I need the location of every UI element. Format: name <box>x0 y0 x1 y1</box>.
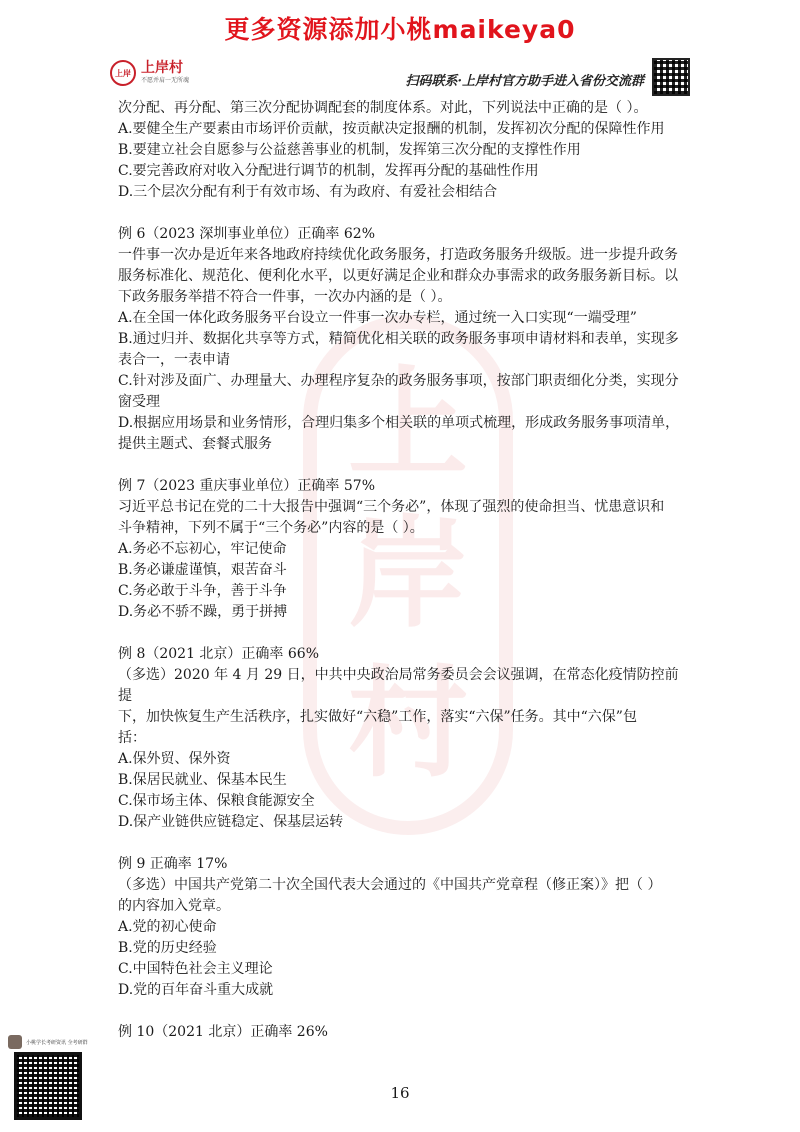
text-line: B.务必谦虚谨慎，艰苦奋斗 <box>118 562 287 578</box>
text-line: 例 9 正确率 17% <box>118 856 228 872</box>
text-line: C.保市场主体、保粮食能源安全 <box>118 793 315 809</box>
logo-slogan: 不愿并肩一无所魂 <box>141 77 190 84</box>
text-line: D.务必不骄不躁，勇于拼搏 <box>118 604 288 620</box>
text-line: （多选）中国共产党第二十次全国代表大会通过的《中国共产党章程（修正案）》把（ ） <box>118 877 662 893</box>
text-line: 服务标准化、规范化、便利化水平，以更好满足企业和群众办事需求的政务服务新目标。以 <box>118 268 678 284</box>
paragraph-gap <box>118 455 688 476</box>
text-line: 次分配、再分配、第三次分配协调配套的制度体系。对此，下列说法中正确的是（ ）。 <box>118 100 648 116</box>
text-line: A.在全国一体化政务服务平台设立一件事一次办专栏，通过统一入口实现“一端受理” <box>118 310 637 326</box>
paragraph-gap <box>118 203 688 224</box>
footer-qr-block <box>8 1032 103 1127</box>
text-line: D.根据应用场景和业务情形，合理归集多个相关联的单项式梳理，形成政务服务事项清单， <box>118 415 680 431</box>
text-line: （多选）2020 年 4 月 29 日，中共中央政治局常务委员会会议强调，在常态化疫情防控前提 <box>118 667 679 704</box>
text-line: 下，加快恢复生产生活秩序，扎实做好“六稳”工作，落实“六保”任务。其中“六保”包 <box>118 709 637 725</box>
text-line: C.中国特色社会主义理论 <box>118 961 273 977</box>
footer-qr-caption: 小桃学长考研资讯 全考研群 <box>26 1039 88 1046</box>
watermark-char: 村 <box>348 655 468 794</box>
promo-banner: 更多资源添加小桃maikeya0 <box>224 15 576 44</box>
text-line: B.要建立社会自愿参与公益慈善事业的机制，发挥第三次分配的支撑性作用 <box>118 142 581 158</box>
text-line: C.针对涉及面广、办理量大、办理程序复杂的政务服务事项，按部门职责细化分类，实现分 <box>118 373 679 389</box>
text-line: 习近平总书记在党的二十大报告中强调“三个务必”，体现了强烈的使命担当、忧患意识和 <box>118 499 665 515</box>
text-line: 的内容加入党章。 <box>118 898 230 914</box>
document-body <box>118 98 688 1043</box>
paragraph-gap <box>118 1001 688 1022</box>
text-line: A.务必不忘初心，牢记使命 <box>118 541 287 557</box>
header-qr-code-icon <box>652 58 690 96</box>
watermark-char: 上 <box>348 355 468 494</box>
text-line: B.通过归并、数据化共享等方式，精简优化相关联的政务服务事项申请材料和表单，实现多 <box>118 331 679 347</box>
text-line: 例 10（2021 北京）正确率 26% <box>118 1024 328 1040</box>
paragraph-gap <box>118 833 688 854</box>
text-line: 例 7（2023 重庆事业单位）正确率 57% <box>118 478 376 494</box>
text-line: D.保产业链供应链稳定、保基层运转 <box>118 814 344 830</box>
page-header <box>110 58 690 98</box>
watermark-char: 岸 <box>348 505 468 644</box>
text-line: A.保外贸、保外资 <box>118 751 231 767</box>
text-line: A.要健全生产要素由市场评价贡献，按贡献决定报酬的机制，发挥初次分配的保障性作用 <box>118 121 665 137</box>
text-line: 例 6（2023 深圳事业单位）正确率 62% <box>118 226 376 242</box>
text-line: B.党的历史经验 <box>118 940 217 956</box>
text-line: 下政务服务举措不符合一件事，一次办内涵的是（ ）。 <box>118 289 452 305</box>
paragraph-gap <box>118 623 688 644</box>
text-line: 提供主题式、套餐式服务 <box>118 436 272 452</box>
text-line: 表合一，一表申请 <box>118 352 230 368</box>
text-line: 括： <box>118 730 146 746</box>
header-contact-text: 扫码联系·上岸村官方助手进入省份交流群 <box>405 74 644 89</box>
logo-name: 上岸村 <box>141 60 183 76</box>
brand-logo <box>110 60 189 86</box>
text-line: C.要完善政府对收入分配进行调节的机制，发挥再分配的基础性作用 <box>118 163 539 179</box>
text-line: 例 8（2021 北京）正确率 66% <box>118 646 320 662</box>
text-line: A.党的初心使命 <box>118 919 217 935</box>
text-line: 斗争精神，下列不属于“三个务必”内容的是（ ）。 <box>118 520 424 536</box>
text-line: D.党的百年奋斗重大成就 <box>118 982 274 998</box>
text-line: 窗受理 <box>118 394 160 410</box>
text-line: 一件事一次办是近年来各地政府持续优化政务服务，打造政务服务升级版。进一步提升政务 <box>118 247 678 263</box>
avatar <box>8 1035 22 1049</box>
text-line: B.保居民就业、保基本民生 <box>118 772 287 788</box>
text-line: C.务必敢于斗争，善于斗争 <box>118 583 287 599</box>
logo-seal-icon: 上岸 <box>110 60 136 86</box>
text-line: D.三个层次分配有利于有效市场、有为政府、有爱社会相结合 <box>118 184 498 200</box>
page-number: 16 <box>390 1084 410 1102</box>
